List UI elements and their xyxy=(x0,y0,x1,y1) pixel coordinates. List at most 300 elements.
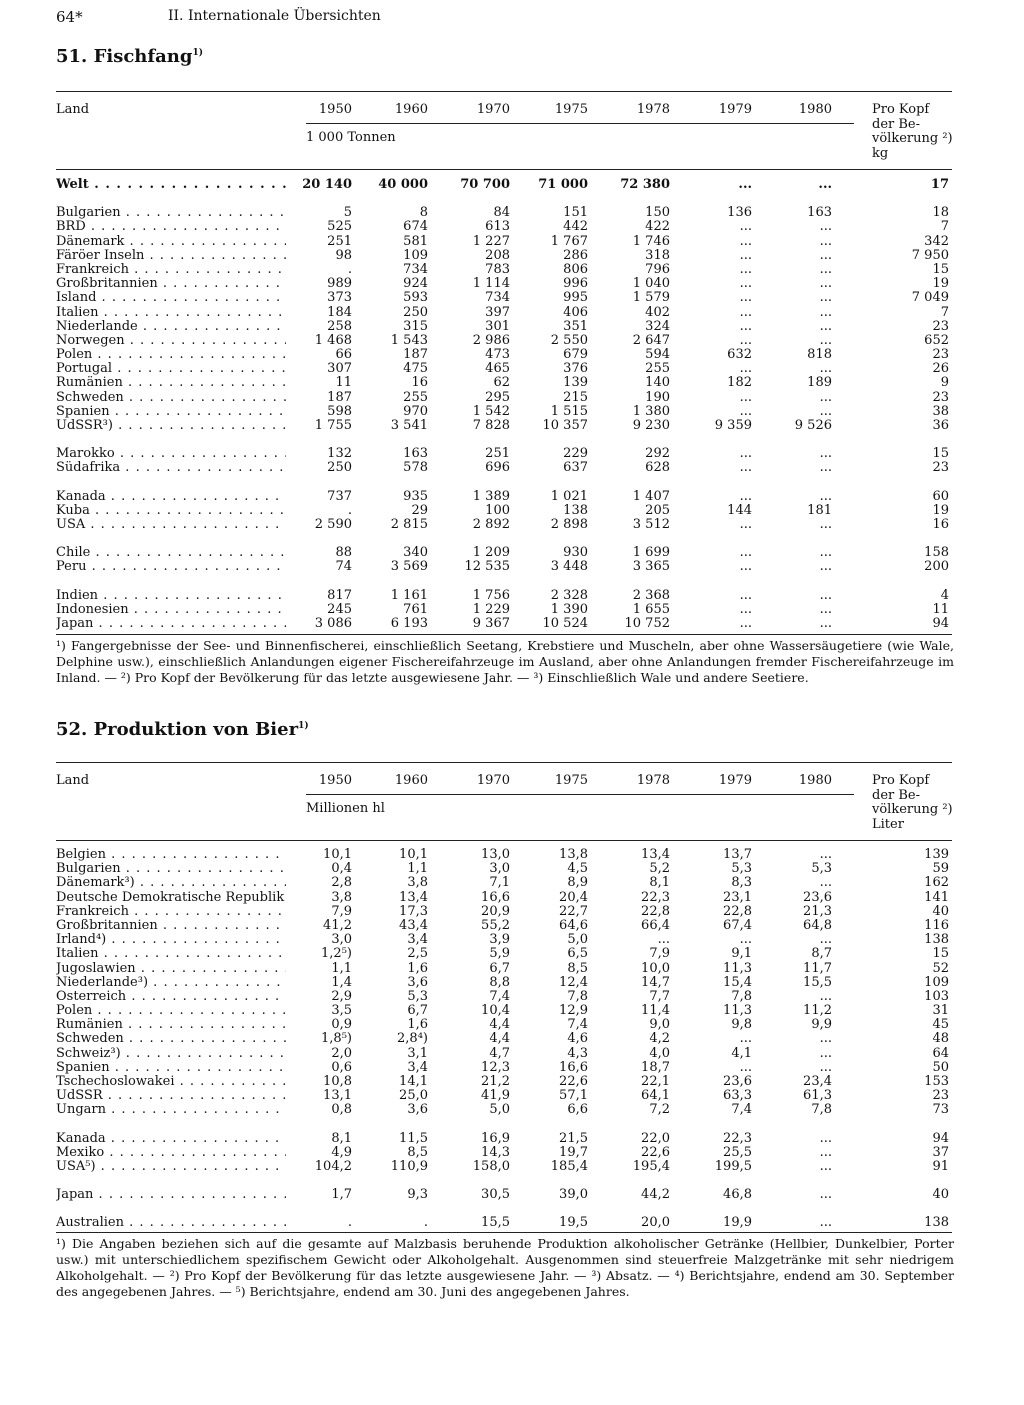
table-cell: 251 xyxy=(327,233,352,249)
table-cell: 73 xyxy=(932,1102,949,1118)
table-cell: 7,4 xyxy=(567,1017,588,1033)
country-name: Kanada . . . xyxy=(56,490,286,504)
country-name: USA . . . xyxy=(56,518,286,532)
country-name: Indien . . . xyxy=(56,589,286,603)
table52-body xyxy=(56,848,952,1231)
table-cell: 3 541 xyxy=(390,418,428,433)
country-name: Rumänien . . . xyxy=(56,1018,286,1032)
table-row xyxy=(56,962,952,976)
table-cell: 23,4 xyxy=(803,1074,832,1089)
table-cell: 199,5 xyxy=(714,1158,752,1174)
table-cell: 153 xyxy=(924,1074,949,1089)
table51-header-year-1978: 1978 xyxy=(636,102,670,117)
table-cell: 996 xyxy=(563,276,588,292)
table-cell: 1,4 xyxy=(331,974,352,990)
table-cell: 50 xyxy=(932,1059,949,1075)
table-row xyxy=(56,206,952,220)
table52-header-year-1970: 1970 xyxy=(476,773,510,788)
table-cell: 84 xyxy=(493,205,510,221)
table-cell: 7 828 xyxy=(472,418,510,433)
country-name: Großbritannien . . . xyxy=(56,919,286,933)
table-cell: 62 xyxy=(493,375,510,391)
table-cell: 4,6 xyxy=(567,1031,588,1047)
table-cell: 109 xyxy=(924,974,949,990)
table-cell: 301 xyxy=(485,318,510,334)
table-cell: ... xyxy=(819,847,832,862)
table-cell: 0,4 xyxy=(331,861,352,877)
table-row xyxy=(56,1004,952,1018)
table-cell: 628 xyxy=(645,460,670,476)
table-cell: 94 xyxy=(932,1130,949,1146)
table-row xyxy=(56,560,952,574)
table-cell: 20,0 xyxy=(641,1215,670,1231)
table-cell: . xyxy=(347,1215,352,1231)
table-cell: 6 193 xyxy=(390,615,428,631)
table-row xyxy=(56,291,952,305)
table-cell: 1,6 xyxy=(407,960,428,976)
table-cell: 100 xyxy=(485,502,510,518)
country-name: Schweden . . . xyxy=(56,391,286,405)
table-cell: 8 xyxy=(419,205,428,221)
table-cell: ... xyxy=(739,932,752,948)
table-cell: 1 161 xyxy=(390,587,428,603)
table-cell: 2 647 xyxy=(632,332,670,348)
country-name: Island . . . xyxy=(56,291,286,305)
table-cell: 806 xyxy=(563,261,588,277)
table-cell: 22,3 xyxy=(641,889,670,905)
table-cell: 342 xyxy=(924,233,949,249)
table51-header-year-1960: 1960 xyxy=(394,102,428,117)
table-cell: 8,8 xyxy=(489,974,510,990)
table52-footnote: ¹) Die Angaben beziehen sich auf die gesamte auf Malzbasis beruhende Produktion alkoholischer Getränke (Hellbier, Dunkelbier, Porter usw.) mit unterschiedlichem spezifischem Gewicht oder Alkoholgehalt. Ausgenommen sind steuerfreie Malzgetränke mit sehr niedrigem Alkoholgehalt. — ²) Pro Kopf der Bevölkerung für das letzte ausgewiesene Jahr. — ³) Absatz. — ⁴) Berichtsjahre, endend am 30. September des angegebenen Jahres. — ⁵) Berichtsjahre, endend am 30. Juni des angegebenen Jahres. xyxy=(56,1236,954,1299)
table51-header-bottom-rule xyxy=(56,169,952,170)
table-cell: 1 021 xyxy=(550,488,588,504)
table-cell: ... xyxy=(739,233,752,249)
table-cell: 22,0 xyxy=(641,1130,670,1146)
table-cell: 229 xyxy=(563,446,588,462)
table51-group-gap xyxy=(56,476,952,490)
table-cell: 59 xyxy=(932,861,949,877)
table-cell: ... xyxy=(819,361,832,377)
table-cell: 7,4 xyxy=(731,1102,752,1118)
table-cell: 10,4 xyxy=(481,1003,510,1019)
table-cell: 12,9 xyxy=(559,1003,588,1019)
table-cell: 4,0 xyxy=(649,1045,670,1061)
table-cell: 245 xyxy=(327,601,352,617)
table-cell: 23 xyxy=(932,460,949,476)
table-cell: 2 986 xyxy=(472,332,510,348)
table-cell: 4,2 xyxy=(649,1031,670,1047)
table-cell: 696 xyxy=(485,460,510,476)
table52-header-year-1978: 1978 xyxy=(636,773,670,788)
table-cell: 2,0 xyxy=(331,1045,352,1061)
table-cell: 22,1 xyxy=(641,1074,670,1089)
table-cell: 2 550 xyxy=(550,332,588,348)
table-cell: 7,8 xyxy=(567,988,588,1004)
table-cell: 138 xyxy=(924,932,949,948)
table-row xyxy=(56,178,952,192)
table-cell: 17,3 xyxy=(399,903,428,919)
table-cell: . xyxy=(423,1215,428,1231)
table-row xyxy=(56,919,952,933)
table-cell: ... xyxy=(739,261,752,277)
country-name: Frankreich . . . xyxy=(56,905,286,919)
table-cell: 200 xyxy=(924,559,949,575)
table-cell: 64,1 xyxy=(641,1088,670,1104)
table-cell: 817 xyxy=(327,587,352,603)
table-cell: 1,2⁵) xyxy=(321,946,352,962)
table-cell: 6,7 xyxy=(407,1003,428,1019)
table-cell: 184 xyxy=(327,304,352,320)
table-cell: 5,0 xyxy=(567,932,588,948)
table-cell: ... xyxy=(819,988,832,1004)
page-number: 64* xyxy=(56,8,83,26)
table-cell: 72 380 xyxy=(620,177,670,192)
country-name: Niederlande³) . . . xyxy=(56,976,286,990)
table-cell: 37 xyxy=(932,1144,949,1160)
table-cell: 41,9 xyxy=(481,1088,510,1104)
table-cell: . xyxy=(347,261,352,277)
table52-title: 52. Produktion von Bier$^{1)}$ xyxy=(56,719,309,740)
table-cell: 14,7 xyxy=(641,974,670,990)
table-cell: 158 xyxy=(924,545,949,561)
country-name: Polen . . . xyxy=(56,1004,286,1018)
table-row xyxy=(56,905,952,919)
table-cell: 48 xyxy=(932,1031,949,1047)
table-cell: ... xyxy=(819,1059,832,1075)
table-row xyxy=(56,603,952,617)
table-cell: ... xyxy=(819,276,832,292)
table-cell: 23,1 xyxy=(723,889,752,905)
table-cell: 525 xyxy=(327,219,352,235)
table51-bottom-rule xyxy=(56,634,952,635)
table-cell: ... xyxy=(819,233,832,249)
table-cell: 88 xyxy=(335,545,352,561)
table-cell: 3,5 xyxy=(331,1003,352,1019)
country-name: Südafrika . . . xyxy=(56,461,286,475)
country-name: Dänemark³) . . . xyxy=(56,876,286,890)
table-cell: 2 368 xyxy=(632,587,670,603)
table51-group-gap xyxy=(56,575,952,589)
table-cell: 187 xyxy=(327,389,352,405)
table51-group-gap xyxy=(56,532,952,546)
table-cell: 2 590 xyxy=(314,516,352,532)
country-name: Italien . . . xyxy=(56,947,286,961)
table-cell: 12,4 xyxy=(559,974,588,990)
table-cell: 8,1 xyxy=(649,875,670,891)
table-cell: 9,3 xyxy=(407,1187,428,1203)
table-cell: 41,2 xyxy=(323,917,352,933)
table-cell: 17 xyxy=(930,177,949,192)
table-cell: 74 xyxy=(335,559,352,575)
table-cell: 4 xyxy=(940,587,949,603)
table-row xyxy=(56,405,952,419)
table51-header-year-1950: 1950 xyxy=(318,102,352,117)
table-cell: 5 xyxy=(343,205,352,221)
table-cell: 10,8 xyxy=(323,1074,352,1089)
country-name: Österreich . . . xyxy=(56,990,286,1004)
table52-header-per-capita-line: der Be- xyxy=(872,787,921,803)
table-cell: 38 xyxy=(932,403,949,419)
table-cell: 20,9 xyxy=(481,903,510,919)
table-row xyxy=(56,876,952,890)
table-cell: ... xyxy=(739,276,752,292)
table-cell: ... xyxy=(739,559,752,575)
table-row xyxy=(56,546,952,560)
table-row xyxy=(56,263,952,277)
table-cell: 18,7 xyxy=(641,1059,670,1075)
table-row xyxy=(56,891,952,905)
table-row xyxy=(56,947,952,961)
table-cell: 286 xyxy=(563,247,588,263)
table-cell: 40 000 xyxy=(378,177,428,192)
table-cell: 1 040 xyxy=(632,276,670,292)
table-cell: 324 xyxy=(645,318,670,334)
table-cell: 132 xyxy=(327,446,352,462)
table-cell: 182 xyxy=(727,375,752,391)
table-cell: 2 898 xyxy=(550,516,588,532)
table-cell: 924 xyxy=(403,276,428,292)
table-cell: 1 543 xyxy=(390,332,428,348)
table-cell: 16,9 xyxy=(481,1130,510,1146)
table-cell: 10,1 xyxy=(399,847,428,862)
table-cell: 3 448 xyxy=(550,559,588,575)
table-cell: ... xyxy=(739,587,752,603)
country-name: Japan . . . xyxy=(56,617,286,631)
table-cell: 1,6 xyxy=(407,1017,428,1033)
table-cell: 139 xyxy=(924,847,949,862)
table-cell: 189 xyxy=(807,375,832,391)
table-cell: 22,3 xyxy=(723,1130,752,1146)
table-cell: 3,4 xyxy=(407,932,428,948)
table-cell: 1 389 xyxy=(472,488,510,504)
table-row xyxy=(56,419,952,433)
table51-title: 51. Fischfang$^{1)}$ xyxy=(56,46,203,67)
table-cell: ... xyxy=(739,403,752,419)
country-name: Deutsche Demokratische Republik . . . xyxy=(56,891,286,905)
table-cell: ... xyxy=(739,1031,752,1047)
table-cell: 12 535 xyxy=(464,559,510,575)
table-cell: 7 xyxy=(940,219,949,235)
table-cell: ... xyxy=(738,177,752,192)
table-cell: 9 359 xyxy=(714,418,752,433)
table-cell: 23,6 xyxy=(723,1074,752,1089)
table-cell: 94 xyxy=(932,615,949,631)
table-cell: 465 xyxy=(485,361,510,377)
table-cell: 66 xyxy=(335,347,352,363)
table-cell: 15 xyxy=(932,446,949,462)
table52-header-per-capita-line: völkerung ²) xyxy=(872,802,953,817)
table-cell: 7 049 xyxy=(911,290,949,306)
table-cell: 23,6 xyxy=(803,889,832,905)
table-cell: ... xyxy=(819,1144,832,1160)
table-cell: ... xyxy=(739,389,752,405)
table-cell: 3,6 xyxy=(407,1102,428,1118)
table-cell: 9 367 xyxy=(472,615,510,631)
table-cell: 679 xyxy=(563,347,588,363)
table-cell: 1,8⁵) xyxy=(321,1031,352,1047)
country-name: Niederlande . . . xyxy=(56,320,286,334)
table-cell: 796 xyxy=(645,261,670,277)
table-cell: 475 xyxy=(403,361,428,377)
table-cell: 22,6 xyxy=(559,1074,588,1089)
country-name: Kanada . . . xyxy=(56,1132,286,1146)
country-name: Jugoslawien . . . xyxy=(56,962,286,976)
table-cell: 9 526 xyxy=(794,418,832,433)
table51-header-year-1979: 1979 xyxy=(718,102,752,117)
table-cell: 98 xyxy=(335,247,352,263)
table-cell: 0,6 xyxy=(331,1059,352,1075)
table-cell: ... xyxy=(819,545,832,561)
table51-header-year-1970: 1970 xyxy=(476,102,510,117)
table-row xyxy=(56,1103,952,1117)
table-cell: 208 xyxy=(485,247,510,263)
table-cell: 187 xyxy=(403,347,428,363)
table-cell: 255 xyxy=(403,389,428,405)
table51-footnote: ¹) Fangergebnisse der See- und Binnenfischerei, einschließlich Seetang, Krebstiere und Muscheln, aber ohne Wassersäugetiere (wie Wale, Delphine usw.), einschließlich Anlandungen eigener Fischereifahrzeuge im Ausland, aber ohne Anlandungen fremder Fischereifahrzeuge im Inland. — ²) Pro Kopf der Bevölkerung für das letzte ausgewiesene Jahr. — ³) Einschließlich Wale und andere Seetiere. xyxy=(56,638,954,685)
country-name: Chile . . . xyxy=(56,546,286,560)
table-row xyxy=(56,990,952,1004)
table-cell: 13,4 xyxy=(641,847,670,862)
table-cell: 8,9 xyxy=(567,875,588,891)
table-cell: 6,5 xyxy=(567,946,588,962)
table-cell: 12,3 xyxy=(481,1059,510,1075)
table-row xyxy=(56,976,952,990)
table-row xyxy=(56,391,952,405)
table-cell: 783 xyxy=(485,261,510,277)
table-cell: 1 390 xyxy=(550,601,588,617)
table-cell: 21,3 xyxy=(803,903,832,919)
table-cell: 13,7 xyxy=(723,847,752,862)
table-cell: 930 xyxy=(563,545,588,561)
table-cell: 10 752 xyxy=(624,615,670,631)
table-cell: 10,0 xyxy=(641,960,670,976)
table-row xyxy=(56,504,952,518)
table-cell: 23 xyxy=(932,1088,949,1104)
table-cell: ... xyxy=(739,615,752,631)
table-cell: 250 xyxy=(327,460,352,476)
table-cell: 1,1 xyxy=(331,960,352,976)
table-cell: 23 xyxy=(932,318,949,334)
table-cell: 3 512 xyxy=(632,516,670,532)
table-cell: 64,6 xyxy=(559,917,588,933)
table-cell: 351 xyxy=(563,318,588,334)
table-cell: 442 xyxy=(563,219,588,235)
table-cell: 7,8 xyxy=(811,1102,832,1118)
table51-header-per-capita-line: der Be- xyxy=(872,116,921,132)
table-cell: ... xyxy=(819,389,832,405)
table-cell: 4,7 xyxy=(489,1045,510,1061)
table-cell: 138 xyxy=(924,1215,949,1231)
table-cell: 7,1 xyxy=(489,875,510,891)
country-name: Peru . . . xyxy=(56,560,286,574)
table-row xyxy=(56,235,952,249)
table-cell: 1 114 xyxy=(472,276,510,292)
table-cell: ... xyxy=(819,261,832,277)
table52-header-year-1979: 1979 xyxy=(718,773,752,788)
table-cell: ... xyxy=(818,177,832,192)
table-cell: 1 542 xyxy=(472,403,510,419)
table-cell: ... xyxy=(657,932,670,948)
table-cell: ... xyxy=(739,332,752,348)
table-cell: 91 xyxy=(932,1158,949,1174)
table-cell: 1 579 xyxy=(632,290,670,306)
table-cell: ... xyxy=(819,488,832,504)
table-cell: 70 700 xyxy=(460,177,510,192)
table-cell: 19 xyxy=(932,502,949,518)
table52-header-unit: Millionen hl xyxy=(306,801,385,816)
table-cell: 376 xyxy=(563,361,588,377)
country-name: Schweiz³) . . . xyxy=(56,1047,286,1061)
country-name: Indonesien . . . xyxy=(56,603,286,617)
table-cell: 63,3 xyxy=(723,1088,752,1104)
table-cell: 255 xyxy=(645,361,670,377)
table-cell: 4,1 xyxy=(731,1045,752,1061)
table-row xyxy=(56,617,952,631)
table-row xyxy=(56,848,952,862)
table52-header-bottom-rule xyxy=(56,840,952,841)
table-cell: 989 xyxy=(327,276,352,292)
table-cell: 13,0 xyxy=(481,847,510,862)
table-cell: 1 699 xyxy=(632,545,670,561)
table-cell: 1,1 xyxy=(407,861,428,877)
table-cell: ... xyxy=(739,1059,752,1075)
table-cell: ... xyxy=(819,1158,832,1174)
table-cell: 46,8 xyxy=(723,1187,752,1203)
table-cell: 138 xyxy=(563,502,588,518)
country-name: USA⁵) . . . xyxy=(56,1160,286,1174)
table-row xyxy=(56,362,952,376)
table-row xyxy=(56,320,952,334)
country-name: Mexiko . . . xyxy=(56,1146,286,1160)
table-cell: 22,7 xyxy=(559,903,588,919)
table-cell: 3,8 xyxy=(331,889,352,905)
table-cell: 14,1 xyxy=(399,1074,428,1089)
table-cell: 8,5 xyxy=(407,1144,428,1160)
table-cell: 15 xyxy=(932,261,949,277)
table-cell: 4,5 xyxy=(567,861,588,877)
table52-bottom-rule xyxy=(56,1232,952,1233)
table-cell: 40 xyxy=(932,903,949,919)
table-cell: 2,8⁴) xyxy=(397,1031,428,1047)
table-cell: 13,4 xyxy=(399,889,428,905)
table51-title-footnote-ref: 1) xyxy=(192,48,203,58)
table-row xyxy=(56,249,952,263)
country-name: Belgien . . . xyxy=(56,848,286,862)
country-name: Polen . . . xyxy=(56,348,286,362)
table-cell: 11,3 xyxy=(723,960,752,976)
table-cell: 1 209 xyxy=(472,545,510,561)
table-cell: ... xyxy=(819,1215,832,1231)
table-cell: 16 xyxy=(411,375,428,391)
table-cell: 10,1 xyxy=(323,847,352,862)
table-cell: 935 xyxy=(403,488,428,504)
table-cell: ... xyxy=(739,488,752,504)
table-cell: 11,5 xyxy=(399,1130,428,1146)
table51-header-per-capita-line: völkerung ²) xyxy=(872,131,953,146)
table51-header-per-capita-line: Pro Kopf xyxy=(872,102,930,117)
table-cell: 16,6 xyxy=(481,889,510,905)
table-cell: 104,2 xyxy=(314,1158,352,1174)
table-cell: 16,6 xyxy=(559,1059,588,1075)
running-title: II. Internationale Übersichten xyxy=(168,8,381,24)
table-cell: 151 xyxy=(563,205,588,221)
table-cell: 10 524 xyxy=(542,615,588,631)
table-cell: 109 xyxy=(403,247,428,263)
table-cell: 7,9 xyxy=(649,946,670,962)
table-cell: 16 xyxy=(932,516,949,532)
table-cell: 5,3 xyxy=(407,988,428,1004)
